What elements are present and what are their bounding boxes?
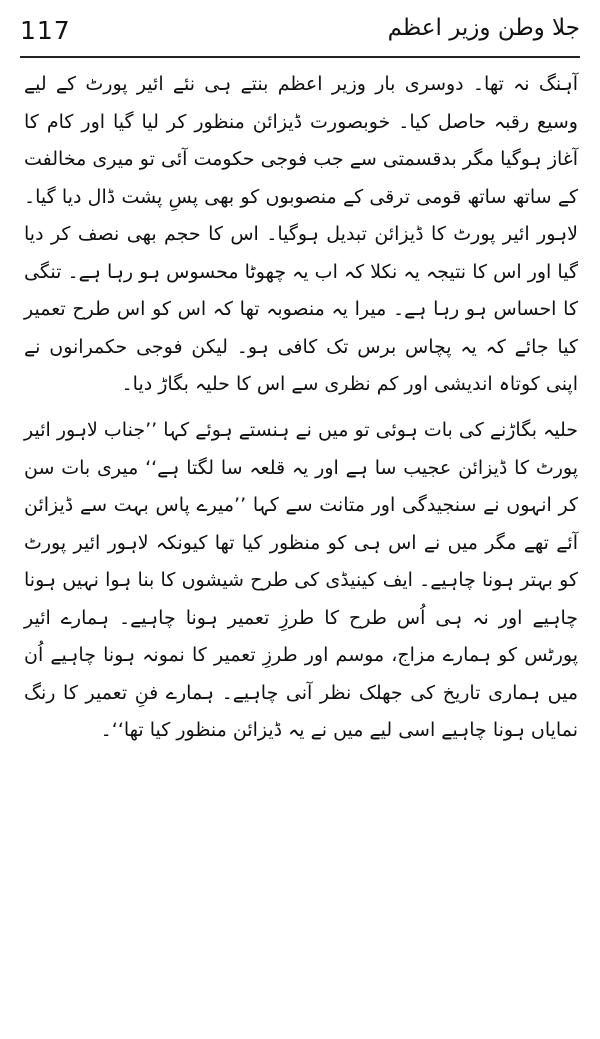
running-title: جلا وطن وزیر اعظم <box>387 15 580 41</box>
header-divider <box>20 56 580 58</box>
body-paragraph-2: حلیہ بگاڑنے کی بات ہوئی تو میں نے ہنستے ہوئے کہا ’’جناب لاہور ائیر پورٹ کا ڈیزائن عجیب سا ہے اور یہ قلعہ سا لگتا ہے‘‘ میری بات سن کر انہوں نے سنجیدگی اور متانت سے کہا ’’میرے پاس بہت سے ڈیزائن آئے تھے مگر میں نے اس ہی کو منظور کیا تھا کیونکہ لاہور ائیر پورٹ کو بہتر ہونا چاہیے۔ ایف کینیڈی کی طرح شیشوں کا بنا ہوا نہیں ہونا چاہیے اور نہ ہی اُس طرح کا طرزِ تعمیر ہونا چاہیے۔ ہمارے ائیر پورٹس کو ہمارے مزاج، موسم اور طرزِ تعمیر کا نمونہ ہونا چاہیے اُن میں ہماری تاریخ کی جھلک نظر آنی چاہیے۔ ہمارے فنِ تعمیر کا رنگ نمایاں ہونا چاہیے اسی لیے میں نے یہ ڈیزائن منظور کیا تھا‘‘۔ <box>24 419 578 741</box>
page-header <box>20 10 580 54</box>
body-paragraph-1: آہنگ نہ تھا۔ دوسری بار وزیر اعظم بنتے ہی نئے ائیر پورٹ کے لیے وسیع رقبہ حاصل کیا۔ خوبصورت ڈیزائن منظور کر لیا گیا اور کام کا آغاز ہوگیا مگر بدقسمتی سے جب فوجی حکومت آئی تو میری مخالفت کے ساتھ ساتھ قومی ترقی کے منصوبوں کو بھی پسِ پشت ڈال دیا گیا۔ لاہور ائیر پورٹ کا ڈیزائن تبدیل ہوگیا۔ اس کا حجم بھی نصف کر دیا گیا اور اس کا نتیجہ یہ نکلا کہ اب یہ چھوٹا محسوس ہو رہا ہے۔ تنگی کا احساس ہو رہا ہے۔ میرا یہ منصوبہ تھا کہ اس کو اس طرح تعمیر کیا جائے کہ یہ پچاس برس تک کافی ہو۔ لیکن فوجی حکمرانوں نے اپنی کوتاہ اندیشی اور کم نظری سے اس کا حلیہ بگاڑ دیا۔ <box>24 73 578 395</box>
page-number: 117 <box>20 16 71 45</box>
